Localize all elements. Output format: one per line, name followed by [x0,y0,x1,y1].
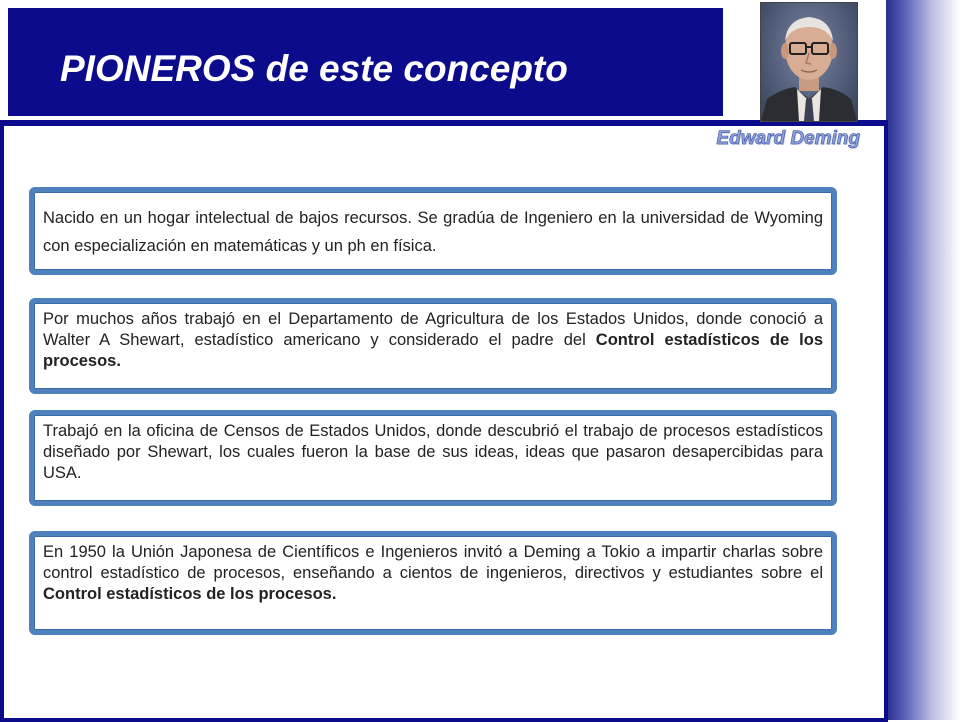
portrait-illustration [761,3,857,121]
deming-photo [760,2,858,122]
box-text-1: Nacido en un hogar intelectual de bajos recursos. Se gradúa de Ingeniero en la universidad de Wyoming con especialización en matemáticas y un ph en física. [43,209,823,255]
info-box-text [43,309,823,372]
box-text-2: Por muchos años trabajó en el Departamento de Agricultura de los Estados Unidos, donde conoció a Walter A Shewart, estadístico americano y considerado el padre del [43,310,823,349]
info-box-text [43,421,823,484]
info-box-4 [29,531,837,635]
title-bar [8,8,723,116]
box-bold-4: Control estadísticos de los procesos. [43,585,337,603]
info-box-3 [29,410,837,506]
box-text-3: Trabajó en la oficina de Censos de Estados Unidos, donde descubrió el trabajo de procesos estadísticos diseñado por Shewart, los cuales fueron la base de sus ideas, ideas que pasaron desapercibidas para USA. [43,422,823,482]
box-bold-2: Control estadísticos de los procesos. [43,331,823,370]
info-box-text [43,204,823,260]
photo-caption: Edward Deming [716,128,860,149]
info-box-text [43,542,823,605]
slide-title: PIONEROS de este concepto [60,48,568,89]
decorative-side-stripe [886,0,960,720]
info-box-1 [29,187,837,275]
info-box-2 [29,298,837,394]
box-text-4: En 1950 la Unión Japonesa de Científicos e Ingenieros invitó a Deming a Tokio a impartir charlas sobre control estadístico de procesos, enseñando a cientos de ingenieros, directivos y estudiantes sobre el [43,543,823,582]
